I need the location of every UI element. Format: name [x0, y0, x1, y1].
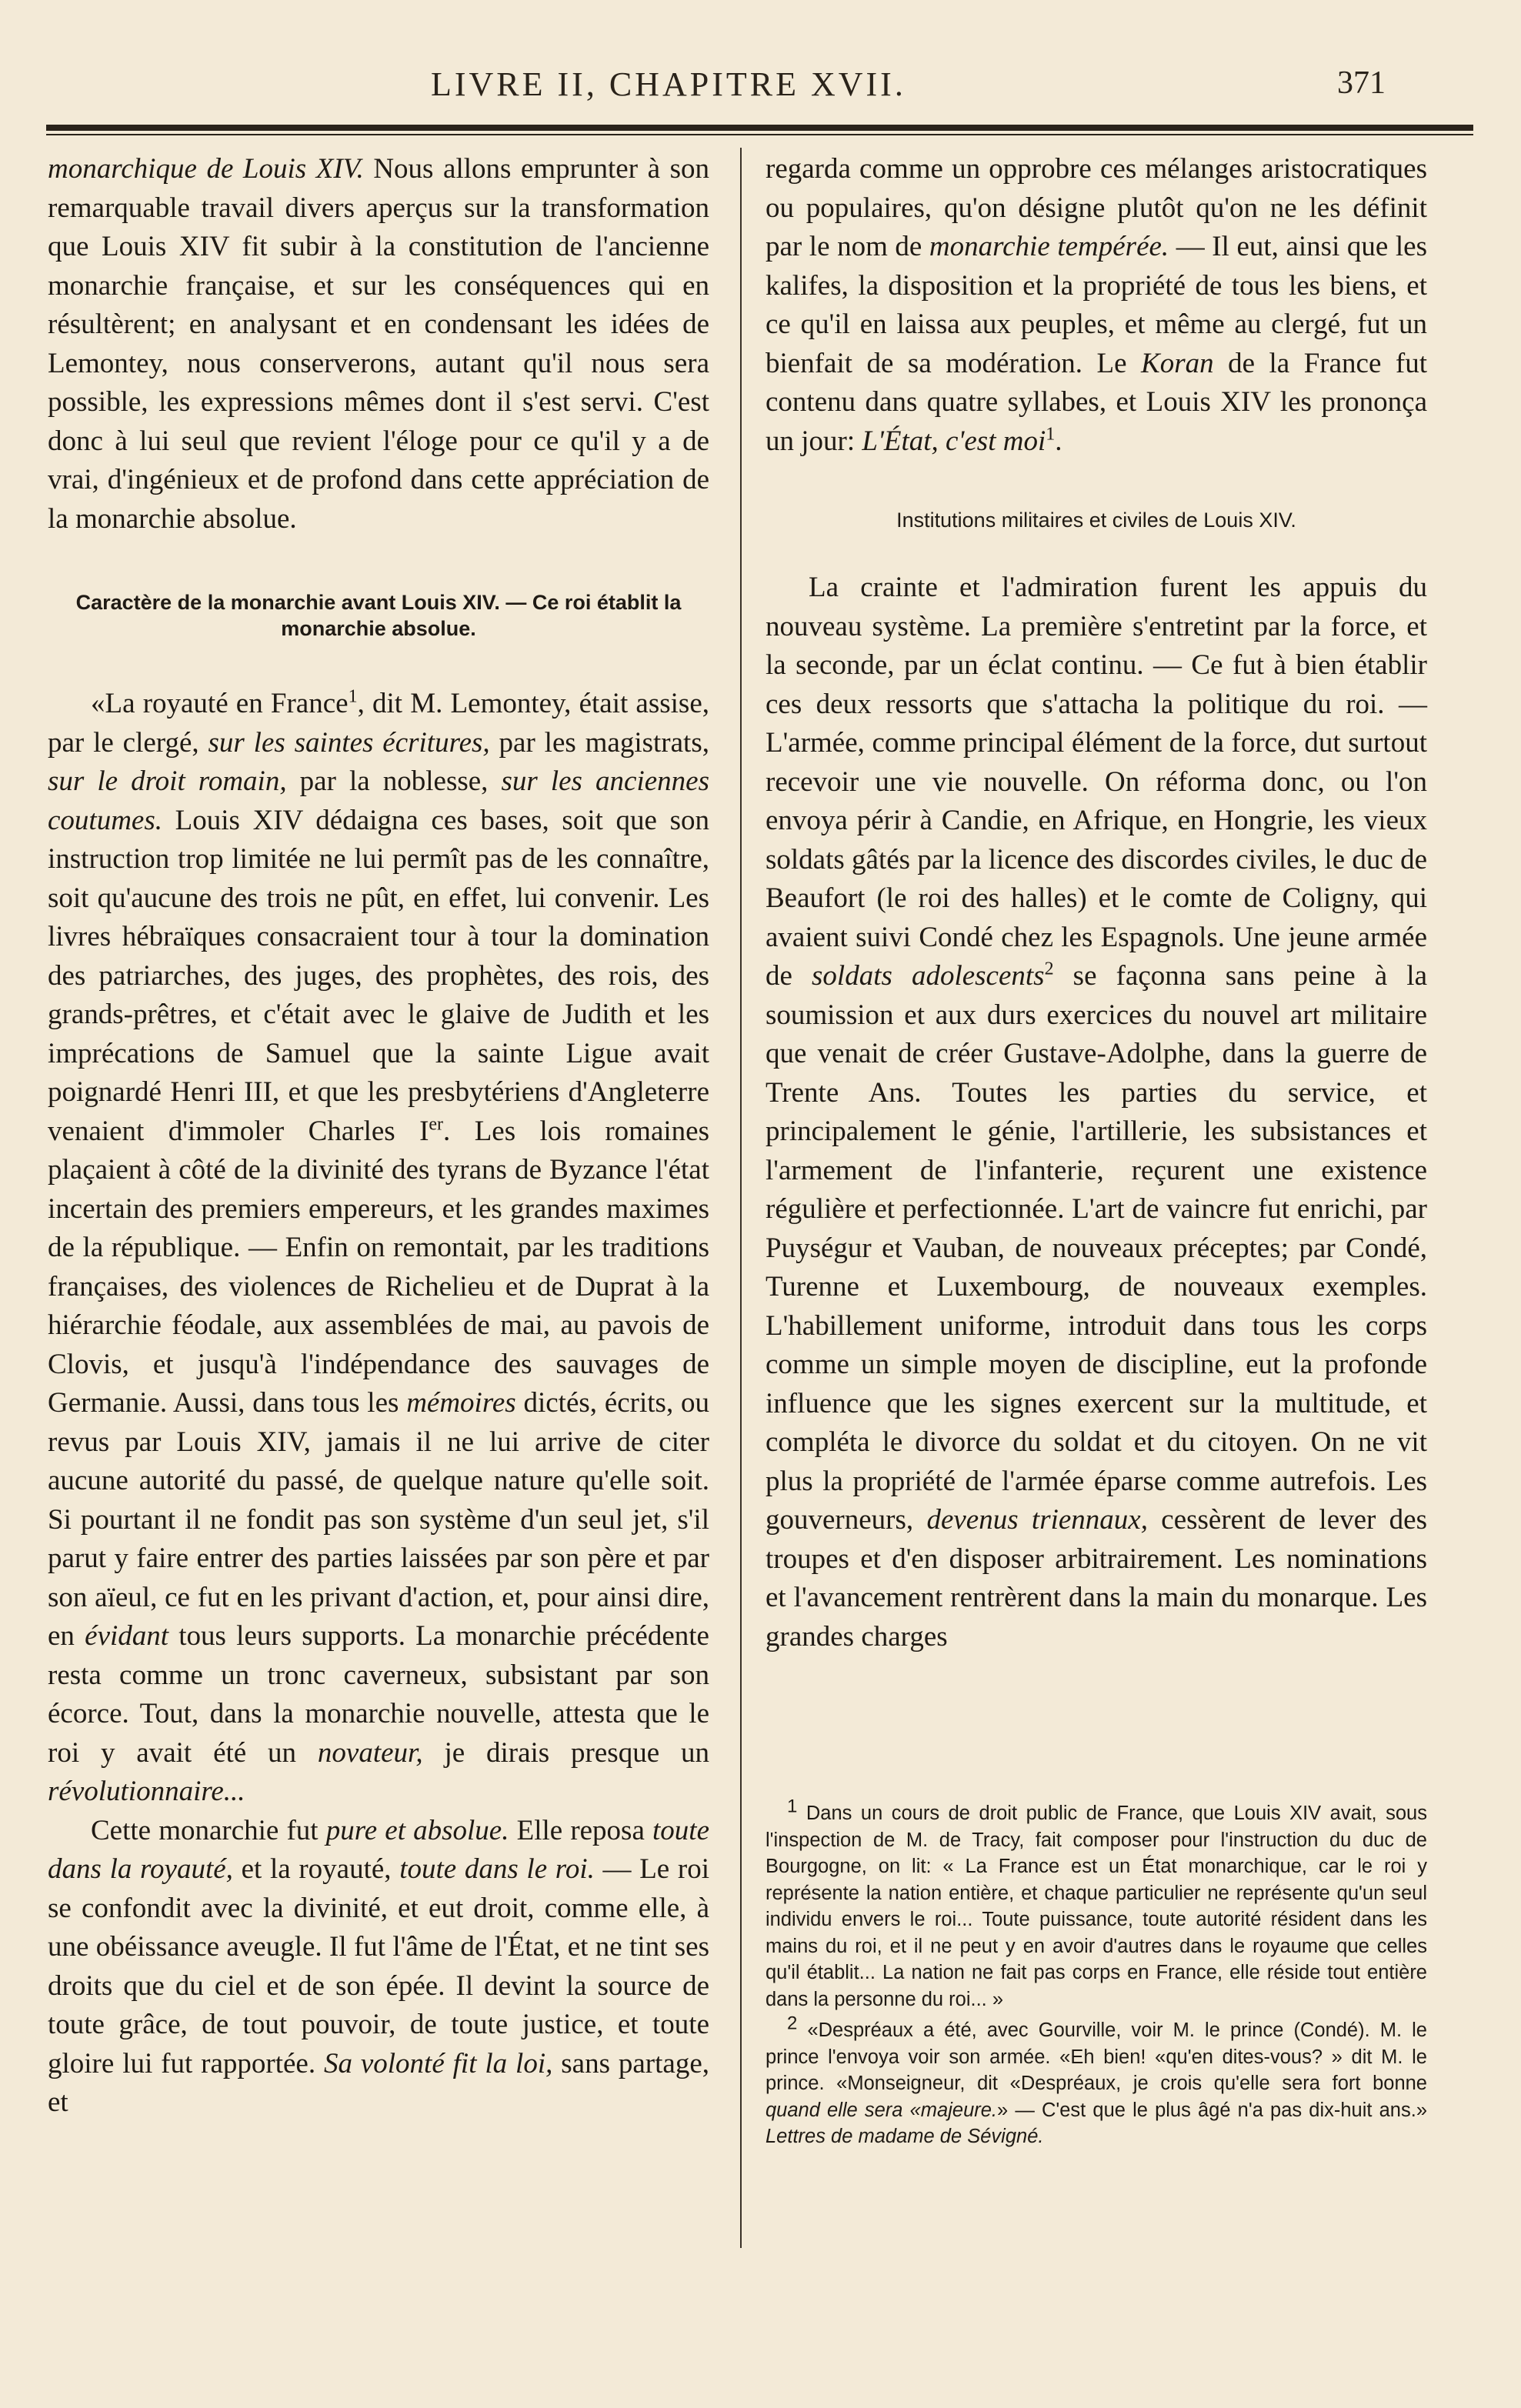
text: » — C'est que le plus âgé n'a pas dix-huit ans.»	[997, 2099, 1427, 2121]
running-title: LIVRE II, CHAPITRE XVII.	[431, 65, 906, 103]
italic-text: révolutionnaire...	[48, 1776, 245, 1807]
text: «Despréaux a été, avec Gourville, voir M. le prince (Condé). M. le prince l'envoya voir son armée. «Eh bien! «qu'en dites-vous? » dit M. le prince. «Monseigneur, dit «Despréaux, je crois qu'elle sera fort bonne	[766, 2019, 1427, 2094]
italic-text: monarchie tempérée.	[929, 231, 1169, 262]
footnote-number: 1	[787, 1796, 798, 1817]
header-rule-thick	[46, 125, 1473, 131]
right-column	[766, 150, 1427, 1656]
footnote-ref[interactable]: 1	[348, 686, 358, 707]
italic-text: pure et absolue.	[325, 1814, 509, 1846]
paragraph	[766, 150, 1427, 461]
italic-text: sur les saintes écritures,	[208, 726, 490, 759]
paragraph	[48, 685, 709, 1812]
page-number: 371	[1337, 65, 1386, 101]
text: regarda comme un opprobre ces mélanges aristocratiques ou populaires, qu'on désigne plutôt qu'on ne les définit par le nom de	[766, 153, 1427, 262]
italic-text: sur les anciennes coutumes.	[48, 765, 709, 836]
italic-text: sur le droit romain,	[48, 765, 287, 797]
section-heading: Institutions militaires et civiles de Louis XIV.	[896, 509, 1296, 532]
text: .	[1055, 425, 1062, 457]
text: — Le roi se confondit avec la divinité, et eut droit, comme elle, à une obéissance aveugle. Il fut l'âme de l'État, et ne tint ses droits que du ciel et de son épée. Il devint la source de toute grâce, de tout pouvoir, de toute justice, et toute gloire lui fut rapportée.	[48, 1853, 709, 2079]
italic-text: soldats adolescents	[812, 960, 1045, 992]
italic-text: novateur,	[317, 1736, 423, 1769]
text: dictés, écrits, ou revus par Louis XIV, jamais il ne lui arrive de citer aucune autorité du passé, de quelque nature qu'elle soit. Si pourtant il ne fondit pas son système d'un seul jet, s'il parut y faire entrer des parties laissées par son père et par son aïeul, ce fut en les privant d'action, et, pour ainsi dire, en	[48, 1387, 709, 1652]
header-rule-thin	[46, 134, 1473, 135]
text: Louis XIV dédaigna ces bases, soit que son instruction trop limitée ne lui permît pas de les connaître, soit qu'aucune des trois ne pût, en effet, lui convenir. Les livres hébraïques consacraient tour à tour la domination des patriarches, des juges, des prophètes, des rois, des grands-prêtres, et c'était avec le glaive de Judith et les imprécations de Samuel que la sainte Ligue avait poignardé Henri III, et que les presbytériens d'Angleterre venaient d'immoler Charles I	[48, 804, 709, 1147]
italic-text: Sa volonté fit la loi,	[323, 2047, 553, 2079]
paragraph	[48, 1812, 709, 2123]
text: «La royauté en France	[91, 688, 349, 719]
page-header	[0, 0, 1521, 115]
column-divider	[740, 148, 742, 2248]
left-column	[48, 150, 709, 2123]
text: Dans un cours de droit public de France, que Louis XIV avait, sous l'inspection de M. de Tracy, fait composer pour l'instruction du duc de Bourgogne, on lit: « La France est un État monarchique, car le roi y représente la nation entière, et chaque particulier ne représente qu'un seul individu envers le roi... Toute puissance, toute autorité résident dans les mains du roi, et il ne peut y en avoir d'autres dans le royaume que celles qu'il établit... La nation ne fait pas corps en France, elle réside tout entière dans la personne du roi... »	[766, 1803, 1427, 2010]
footnote-2	[766, 2013, 1427, 2150]
text: . Les lois romaines plaçaient à côté de la divinité des tyrans de Byzance l'état incertain des premiers empereurs, et les grandes maximes de la république. — Enfin on remontait, par les traditions françaises, des violences de Richelieu et de Duprat à la hiérarchie féodale, aux assemblées de mai, au pavois de Clovis, et jusqu'à l'indépendance des sauvages de Germanie. Aussi, dans tous les	[48, 1115, 709, 1419]
superscript: er	[429, 1114, 444, 1135]
footnote-number: 2	[787, 2013, 798, 2034]
text: sans partage, et	[48, 2047, 709, 2118]
footnote-1	[766, 1796, 1427, 2013]
italic-text: mémoires	[406, 1387, 516, 1419]
italic-text: monarchique de Louis XIV.	[48, 153, 364, 185]
text: par les magistrats,	[489, 726, 709, 759]
text: Cette monarchie fut	[91, 1814, 326, 1846]
italic-text: devenus triennaux,	[926, 1504, 1148, 1536]
italic-text: toute dans la royauté,	[48, 1814, 709, 1885]
text: je dirais presque un	[422, 1736, 709, 1769]
text: tous leurs supports. La monarchie précédente resta comme un tronc caverneux, subsistant par son écorce. Tout, dans la monarchie nouvelle, attesta que le roi y avait été un	[48, 1620, 709, 1769]
italic-text: quand elle sera «majeure.	[766, 2099, 998, 2121]
text: et la royauté,	[232, 1853, 400, 1885]
text: se façonna sans peine à la soumission et aux durs exercices du nouvel art militaire que venait de créer Gustave-Adolphe, dans la guerre de Trente Ans. Toutes les parties du service, et principalement le génie, l'artillerie, les subsistances et l'armement de l'infanterie, reçurent une existence régulière et perfectionnée. L'art de vaincre fut enrichi, par Puységur et Vauban, de nouveaux préceptes; par Condé, Turenne et Luxembourg, de nouveaux exemples. L'habillement uniforme, introduit dans tous les corps comme un simple moyen de discipline, eut la profonde influence que les signes exercent sur la multitude, et compléta le divorce du soldat et du citoyen. On ne vit plus la propriété de l'armée éparse comme autrefois. Les gouverneurs,	[766, 960, 1427, 1536]
text: , dit M. Lemontey, était assise, par le clergé,	[48, 688, 709, 759]
text: par la noblesse,	[286, 765, 502, 797]
footnotes	[766, 1796, 1427, 2155]
text: — Il eut, ainsi que les kalifes, la disposition et la propriété de tous les biens, et ce qu'il en laissa aux peuples, et même au clergé, fut un bienfait de sa modération. Le	[766, 231, 1427, 379]
footnote-ref[interactable]: 1	[1046, 424, 1056, 445]
paragraph	[766, 569, 1427, 1656]
italic-text: Koran	[1141, 347, 1214, 379]
italic-text: évidant	[85, 1620, 169, 1652]
section-heading: Caractère de la monarchie avant Louis XIV. — Ce roi établit la monarchie absolue.	[75, 591, 682, 640]
text: Elle reposa	[509, 1814, 653, 1846]
italic-text: L'État, c'est moi	[862, 425, 1046, 457]
text: La crainte et l'admiration furent les appuis du nouveau système. La première s'entretint par la force, et la seconde, par un éclat continu. — Ce fut à bien établir ces deux ressorts que s'attacha la politique du roi. — L'armée, comme principal élément de la force, dut surtout recevoir une vie nouvelle. On réforma donc, ou l'on envoya périr à Candie, en Afrique, en Hongrie, les vieux soldats gâtés par la licence des discordes civiles, le duc de Beaufort (le roi des halles) et le comte de Coligny, qui avaient suivi Condé chez les Espagnols. Une jeune armée de	[766, 572, 1427, 992]
italic-text: Lettres de madame de Sévigné.	[766, 2126, 1044, 2147]
text: Nous allons emprunter à son remarquable travail divers aperçus sur la transformation que Louis XIV fit subir à la constitution de l'ancienne monarchie française, et sur les conséquences qui en résultèrent; en analysant et en condensant les idées de Lemontey, nous conserverons, autant qu'il nous sera possible, les expressions mêmes dont il s'est servi. C'est donc à lui seul que revient l'éloge pour ce qu'il y a de vrai, d'ingénieux et de profond dans cette appréciation de la monarchie absolue.	[48, 153, 709, 535]
text: cessèrent de lever des troupes et d'en disposer arbitrairement. Les nominations et l'avancement rentrèrent dans la main du monarque. Les grandes charges	[766, 1504, 1427, 1653]
paragraph	[48, 150, 709, 539]
footnote-ref[interactable]: 2	[1044, 959, 1054, 979]
text: de la France fut contenu dans quatre syllabes, et Louis XIV les prononça un jour:	[766, 347, 1427, 457]
italic-text: toute dans le roi.	[399, 1853, 595, 1885]
